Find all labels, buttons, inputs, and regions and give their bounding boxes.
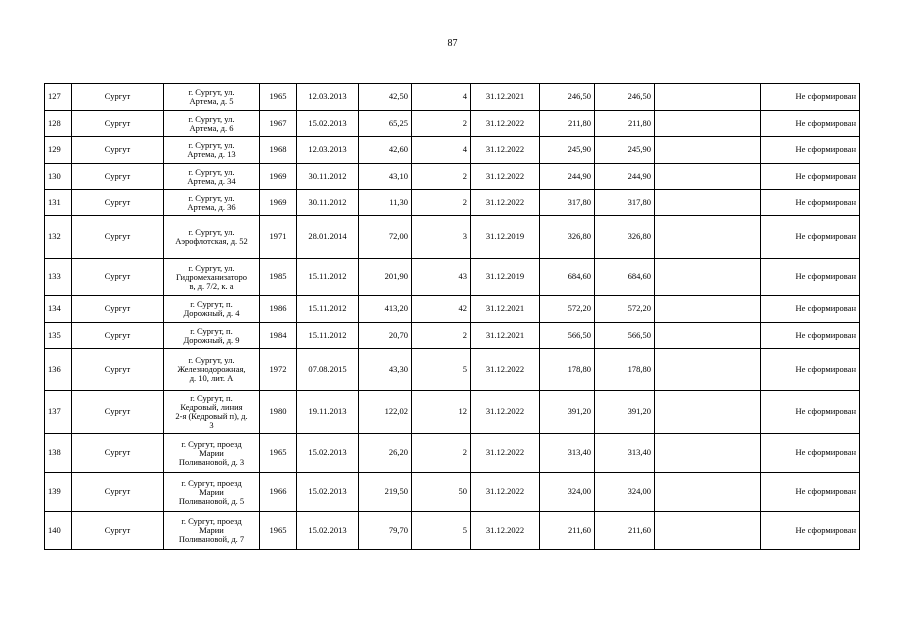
cost-cell: 324,00 [540,473,595,512]
address-cell [164,434,260,473]
due-date-cell: 31.12.2022 [471,137,540,164]
status-cell: Не сформирован [761,349,860,391]
inspection-date-cell: 30.11.2012 [297,164,359,190]
inspection-date-cell: 19.11.2013 [297,391,359,434]
count-cell: 5 [412,349,471,391]
empty-cell [655,84,761,111]
table-row [45,296,860,323]
address-line: 2-я (Кедровый п), д. [175,411,248,421]
row-number: 132 [45,216,72,259]
inspection-date-cell: 15.02.2013 [297,434,359,473]
empty-cell [655,434,761,473]
address-line: Артема, д. 5 [189,96,234,106]
status-cell: Не сформирован [761,111,860,137]
status-cell: Не сформирован [761,259,860,296]
table-row [45,111,860,137]
address-line: Дорожный, д. 9 [183,334,240,345]
cost-total-cell: 245,90 [595,137,655,164]
row-number: 140 [45,512,72,550]
due-date-cell: 31.12.2019 [471,259,540,296]
table-row [45,391,860,434]
status-cell: Не сформирован [761,473,860,512]
city-cell: Сургут [72,137,164,164]
empty-cell [655,216,761,259]
address-line: д. 10, лит. А [189,373,234,383]
address-line: г. Сургут, п. [190,393,233,403]
cost-total-cell: 178,80 [595,349,655,391]
area-cell: 42,50 [359,84,412,111]
address-line: Кедровый, линия [180,402,243,412]
cost-total-cell: 324,00 [595,473,655,512]
address-cell [164,84,260,111]
city-cell: Сургут [72,84,164,111]
row-number: 135 [45,323,72,349]
due-date-cell: 31.12.2022 [471,512,540,550]
year-built-cell: 1980 [260,391,297,434]
address-line: Дорожный, д. 4 [183,308,240,318]
address-line: Артема, д. 36 [187,201,236,212]
table-row [45,216,860,259]
address-cell [164,259,260,296]
city-cell: Сургут [72,391,164,434]
address-line: г. Сургут, ул. [188,140,235,150]
cost-total-cell: 317,80 [595,190,655,216]
status-cell: Не сформирован [761,323,860,349]
count-cell: 4 [412,84,471,111]
area-cell: 413,20 [359,296,412,323]
address-line: Марии [199,447,224,458]
city-cell: Сургут [72,296,164,323]
status-cell: Не сформирован [761,137,860,164]
page-number: 87 [447,38,458,49]
cost-cell: 178,80 [540,349,595,391]
address-line: Поливановой, д. 5 [178,495,245,506]
empty-cell [655,137,761,164]
inspection-date-cell: 15.02.2013 [297,512,359,550]
status-cell: Не сформирован [761,164,860,190]
count-cell: 2 [412,434,471,473]
due-date-cell: 31.12.2022 [471,434,540,473]
row-number: 131 [45,190,72,216]
row-number: 138 [45,434,72,473]
address-line: г. Сургут, п. [190,299,233,309]
area-cell: 72,00 [359,216,412,259]
empty-cell [655,473,761,512]
address-line: Аэрофлотская, д. 52 [175,236,248,246]
inspection-date-cell: 12.03.2013 [297,84,359,111]
cost-total-cell: 211,80 [595,111,655,137]
address-line: г. Сургут, ул. [188,166,235,177]
count-cell: 2 [412,323,471,349]
table-row [45,473,860,512]
address-line: Поливановой, д. 7 [178,534,245,544]
inspection-date-cell: 15.02.2013 [297,473,359,512]
table-row [45,259,860,296]
count-cell: 2 [412,190,471,216]
address-line: Артема, д. 6 [189,122,234,133]
city-cell: Сургут [72,473,164,512]
empty-cell [655,164,761,190]
city-cell: Сургут [72,349,164,391]
status-cell: Не сформирован [761,434,860,473]
table-row [45,84,860,111]
year-built-cell: 1967 [260,111,297,137]
table-body [45,84,860,550]
count-cell: 2 [412,164,471,190]
row-number: 137 [45,391,72,434]
due-date-cell: 31.12.2022 [471,391,540,434]
year-built-cell: 1968 [260,137,297,164]
year-built-cell: 1986 [260,296,297,323]
city-cell: Сургут [72,323,164,349]
cost-total-cell: 244,90 [595,164,655,190]
status-cell: Не сформирован [761,84,860,111]
address-cell [164,216,260,259]
cost-cell: 317,80 [540,190,595,216]
area-cell: 42,60 [359,137,412,164]
row-number: 127 [45,84,72,111]
empty-cell [655,296,761,323]
area-cell: 219,50 [359,473,412,512]
count-cell: 43 [412,259,471,296]
due-date-cell: 31.12.2022 [471,111,540,137]
address-line: Гидромеханизаторо [175,271,248,282]
row-number: 134 [45,296,72,323]
cost-total-cell: 211,60 [595,512,655,550]
housing-registry-table [44,83,860,550]
year-built-cell: 1965 [260,434,297,473]
address-cell [164,190,260,216]
city-cell: Сургут [72,259,164,296]
inspection-date-cell: 15.11.2012 [297,296,359,323]
address-cell [164,137,260,164]
cost-total-cell: 684,60 [595,259,655,296]
due-date-cell: 31.12.2022 [471,473,540,512]
inspection-date-cell: 15.11.2012 [297,323,359,349]
cost-cell: 566,50 [540,323,595,349]
city-cell: Сургут [72,164,164,190]
cost-total-cell: 572,20 [595,296,655,323]
count-cell: 3 [412,216,471,259]
year-built-cell: 1984 [260,323,297,349]
due-date-cell: 31.12.2021 [471,84,540,111]
address-line: г. Сургут, ул. [188,113,235,124]
table-row [45,349,860,391]
address-line: г. Сургут, ул. [188,192,235,203]
row-number: 129 [45,137,72,164]
year-built-cell: 1966 [260,473,297,512]
empty-cell [655,190,761,216]
row-number: 133 [45,259,72,296]
area-cell: 79,70 [359,512,412,550]
cost-cell: 326,80 [540,216,595,259]
area-cell: 26,20 [359,434,412,473]
cost-total-cell: 313,40 [595,434,655,473]
table-row [45,434,860,473]
address-cell [164,164,260,190]
address-cell [164,391,260,434]
cost-cell: 211,80 [540,111,595,137]
count-cell: 42 [412,296,471,323]
status-cell: Не сформирован [761,512,860,550]
address-cell [164,323,260,349]
empty-cell [655,259,761,296]
year-built-cell: 1972 [260,349,297,391]
row-number: 128 [45,111,72,137]
address-line: Поливановой, д. 3 [178,456,245,467]
due-date-cell: 31.12.2022 [471,349,540,391]
inspection-date-cell: 15.02.2013 [297,111,359,137]
address-cell [164,473,260,512]
inspection-date-cell: 30.11.2012 [297,190,359,216]
address-cell [164,296,260,323]
cost-cell: 684,60 [540,259,595,296]
area-cell: 201,90 [359,259,412,296]
area-cell: 43,10 [359,164,412,190]
address-line: г. Сургут, ул. [188,355,235,365]
city-cell: Сургут [72,434,164,473]
status-cell: Не сформирован [761,296,860,323]
row-number: 136 [45,349,72,391]
address-line: Марии [199,525,224,535]
address-line: в, д. 7/2, к. а [189,280,234,291]
table-row [45,137,860,164]
cost-total-cell: 246,50 [595,84,655,111]
inspection-date-cell: 15.11.2012 [297,259,359,296]
table-row [45,323,860,349]
address-line: Железнодорожная, [177,364,246,374]
empty-cell [655,512,761,550]
address-line: г. Сургут, проезд [181,438,242,449]
address-line: Артема, д. 34 [187,175,236,186]
address-line: Марии [199,486,224,497]
cost-total-cell: 326,80 [595,216,655,259]
address-line: 3 [209,420,214,430]
row-number: 130 [45,164,72,190]
address-cell [164,349,260,391]
year-built-cell: 1965 [260,512,297,550]
city-cell: Сургут [72,111,164,137]
address-line: г. Сургут, ул. [188,262,235,273]
address-line: г. Сургут, п. [190,325,233,336]
area-cell: 43,30 [359,349,412,391]
empty-cell [655,323,761,349]
due-date-cell: 31.12.2022 [471,164,540,190]
address-line: Артема, д. 13 [187,149,236,159]
empty-cell [655,111,761,137]
address-line: г. Сургут, ул. [188,87,235,97]
cost-cell: 245,90 [540,137,595,164]
cost-cell: 246,50 [540,84,595,111]
address-line: г. Сургут, проезд [181,477,242,488]
city-cell: Сургут [72,512,164,550]
cost-total-cell: 566,50 [595,323,655,349]
city-cell: Сургут [72,216,164,259]
due-date-cell: 31.12.2021 [471,296,540,323]
due-date-cell: 31.12.2021 [471,323,540,349]
address-cell [164,512,260,550]
year-built-cell: 1969 [260,164,297,190]
year-built-cell: 1969 [260,190,297,216]
inspection-date-cell: 07.08.2015 [297,349,359,391]
cost-cell: 572,20 [540,296,595,323]
due-date-cell: 31.12.2022 [471,190,540,216]
status-cell: Не сформирован [761,190,860,216]
area-cell: 11,30 [359,190,412,216]
address-cell [164,111,260,137]
address-line: г. Сургут, ул. [188,227,235,237]
status-cell: Не сформирован [761,391,860,434]
cost-total-cell: 391,20 [595,391,655,434]
due-date-cell: 31.12.2019 [471,216,540,259]
area-cell: 20,70 [359,323,412,349]
count-cell: 5 [412,512,471,550]
empty-cell [655,349,761,391]
city-cell: Сургут [72,190,164,216]
count-cell: 12 [412,391,471,434]
cost-cell: 313,40 [540,434,595,473]
empty-cell [655,391,761,434]
cost-cell: 244,90 [540,164,595,190]
count-cell: 50 [412,473,471,512]
year-built-cell: 1971 [260,216,297,259]
count-cell: 2 [412,111,471,137]
table-row [45,164,860,190]
row-number: 139 [45,473,72,512]
cost-cell: 391,20 [540,391,595,434]
area-cell: 122,02 [359,391,412,434]
status-cell: Не сформирован [761,216,860,259]
cost-cell: 211,60 [540,512,595,550]
table-row [45,512,860,550]
address-line: г. Сургут, проезд [181,516,242,526]
count-cell: 4 [412,137,471,164]
area-cell: 65,25 [359,111,412,137]
inspection-date-cell: 28.01.2014 [297,216,359,259]
inspection-date-cell: 12.03.2013 [297,137,359,164]
table-row [45,190,860,216]
year-built-cell: 1965 [260,84,297,111]
year-built-cell: 1985 [260,259,297,296]
